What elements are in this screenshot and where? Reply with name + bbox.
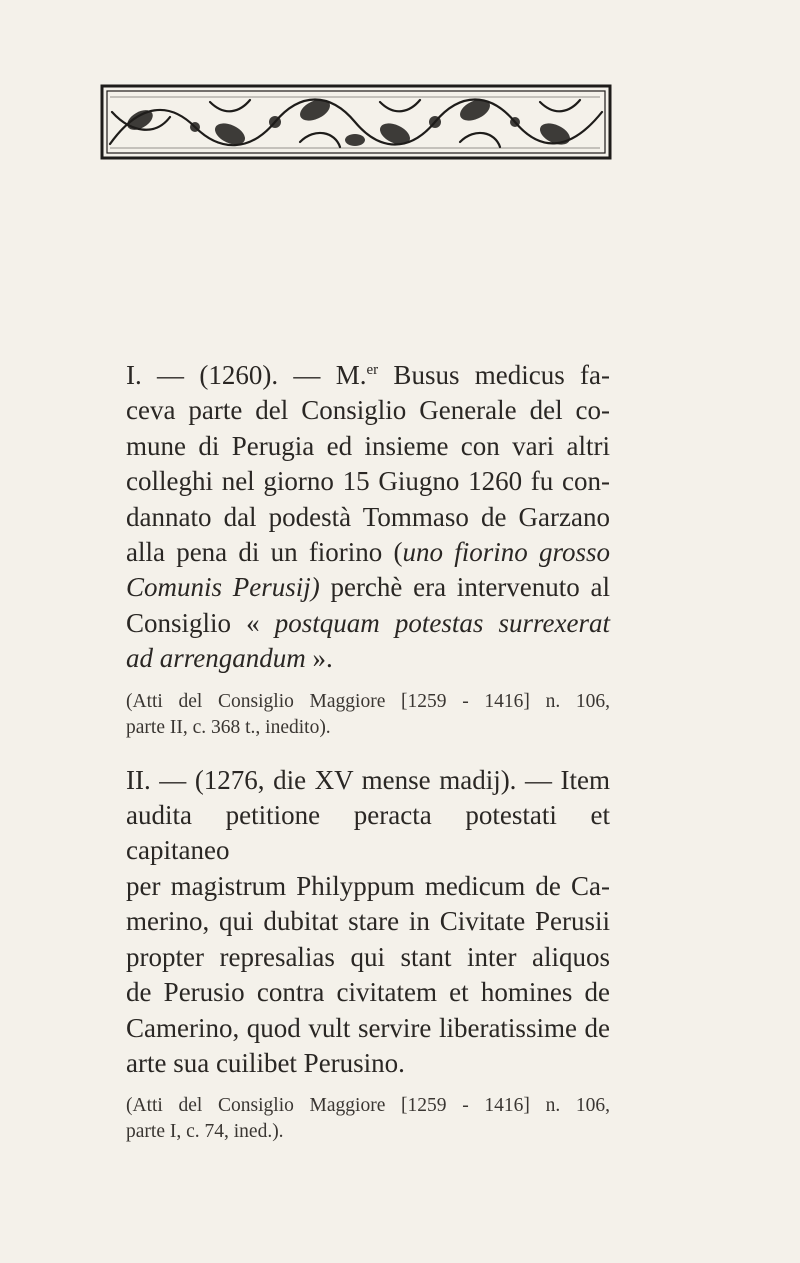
text-span: ». [305,643,333,674]
entry-1-line-7 [126,570,610,605]
text-span: Consiglio « [126,607,275,638]
citation-line: parte II, c. 368 t., inedito). [126,716,331,738]
entry-1-citation [126,689,610,741]
entry-2-line-5: propter represalias qui stant inter aliquos [126,941,610,972]
italic-span: ad arrengandum [126,643,306,674]
entry-2-line-6: de Perusio contra civitatem et homines de [126,977,610,1008]
entry-1-line-6 [126,535,610,570]
entry-2-line-1: II. — (1276, die XV mense madij). — Item [126,764,610,795]
vine-ornament-icon [100,82,612,162]
entry-2-line-3: per magistrum Philyppum medicum de Ca- [126,870,610,901]
text-span: alla pena di un fiorino ( [126,537,403,568]
entry-2-line-2: audita petitione peracta potestati et capitaneo [126,800,610,866]
text-block [126,358,610,1145]
superscript: er [366,362,379,378]
text-span: Busus medicus fa- [378,360,611,390]
entry-1-line-9 [126,641,610,676]
entry-2-paragraph [126,763,610,1082]
italic-span: postquam potestas surrexerat [274,607,610,638]
entry-1-line-1 [126,358,610,393]
entry-2-line-4: merino, qui dubitat stare in Civitate Perusii [126,906,610,937]
citation-line: parte I, c. 74, ined.). [126,1121,284,1143]
text-span: perchè era intervenuto al [319,572,610,603]
entry-2-citation [126,1093,610,1145]
citation-line: (Atti del Consiglio Maggiore [1259 - 1416] n. 106, [126,1095,610,1117]
entry-1-line-8 [126,606,610,641]
entry-1-paragraph [126,358,610,677]
entry-1-line-5: dannato dal podestà Tommaso de Garzano [126,501,610,532]
italic-span: Comunis Perusij) [126,572,320,603]
entry-1-line-4: colleghi nel giorno 15 Giugno 1260 fu con- [126,466,610,497]
text-span: I. — (1260). — M. [126,360,367,390]
entry-2-line-8: arte sua cuilibet Perusino. [126,1047,405,1078]
citation-line: (Atti del Consiglio Maggiore [1259 - 1416] n. 106, [126,690,610,712]
italic-span: uno fiorino grosso [402,537,610,568]
entry-2-line-7: Camerino, quod vult servire liberatissime de [126,1012,610,1043]
entry-1-line-3: mune di Perugia ed insieme con vari altri [126,430,610,461]
ornamental-headpiece [100,82,612,162]
entry-1-line-2: ceva parte del Consiglio Generale del co- [126,395,610,426]
